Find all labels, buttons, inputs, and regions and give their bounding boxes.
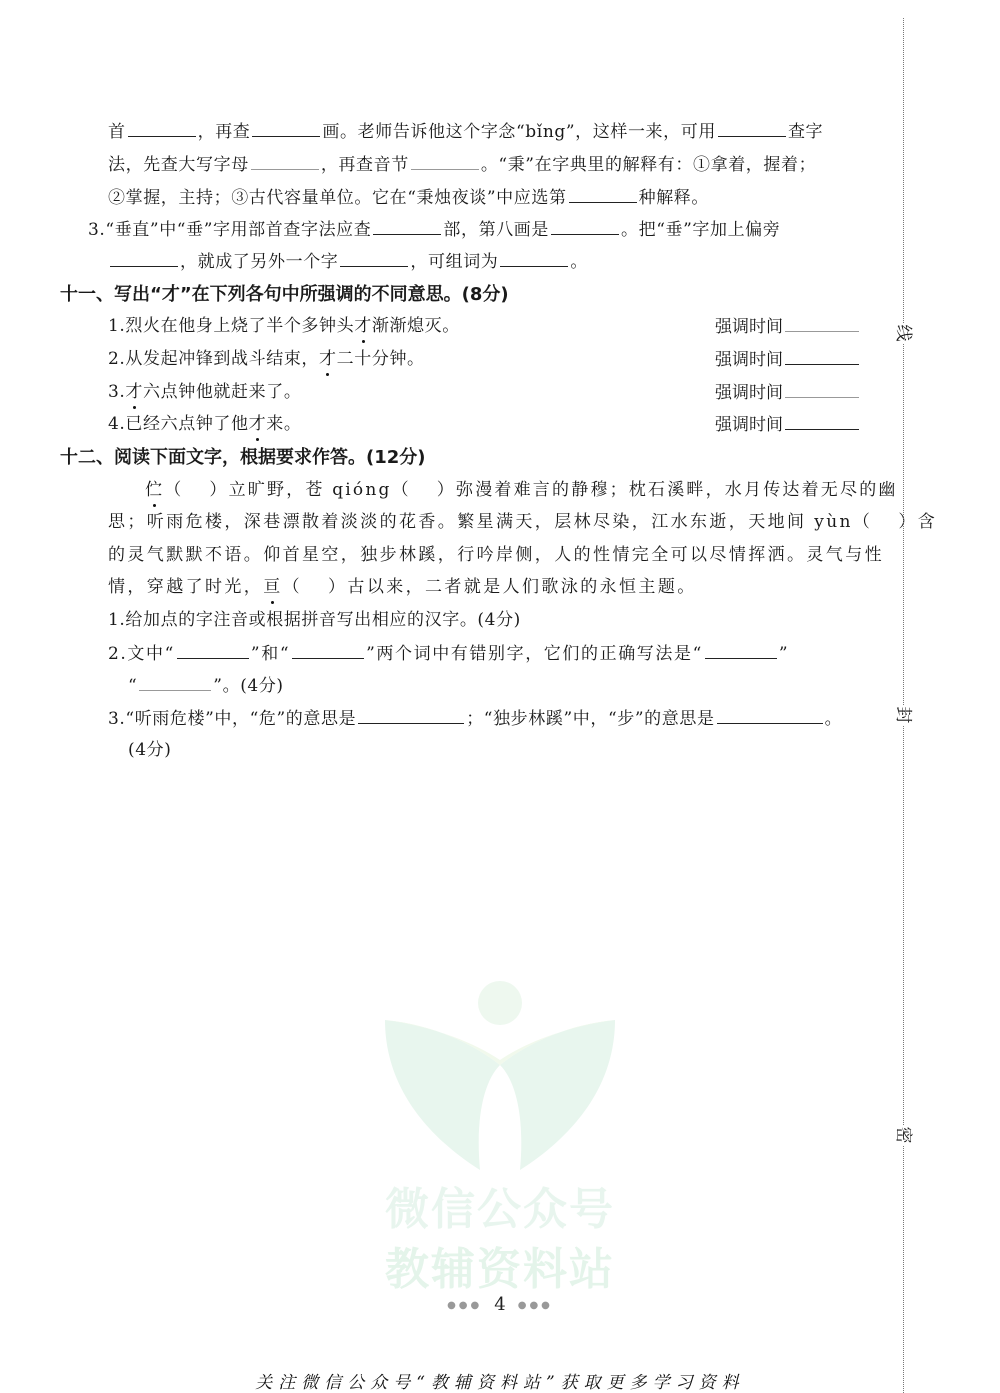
text: ；“独步林蹊”中，“步”的意思是 [466,709,715,729]
text: 1.烈火在他身上烧了半个多钟头 [108,316,355,336]
answer-blank[interactable] [373,218,441,235]
text: ，再查音节 [320,155,409,175]
text: ” [778,644,790,664]
q10-line-4 [88,218,780,241]
answer-blank[interactable] [785,348,859,365]
emphasized-char: 伫 [145,480,165,500]
text: 情，穿越了时光， [108,577,264,597]
passage-line-3 [108,544,884,566]
text: 种解释。 [638,188,709,208]
emphasized-char: 才 [248,414,267,434]
answer-label: 强调时间 [715,415,783,435]
text: 2.从发起冲锋到战斗结束， [108,349,320,369]
emphasized-char: 才 [125,382,144,402]
page-number [0,1294,1000,1315]
s11-item-1 [108,315,460,337]
s11-answer-2 [715,348,861,371]
text: 的灵气默默不语。仰首星空，独步林蹊，行吟岸侧，人的性情完全可以尽情挥洒。灵气与性 [108,545,884,565]
q10-line-2 [108,153,816,176]
answer-blank[interactable] [128,120,196,137]
s11-item-2 [108,348,425,370]
section-11-title: 十一、写出“才”在下列各句中所强调的不同意思。(8分) [60,284,509,305]
answer-blank[interactable] [785,413,859,430]
watermark [375,965,625,1295]
text: 法，先查大写字母 [108,155,249,175]
text: 查字 [787,122,824,142]
text: ）弥漫着难言的静穆；枕石溪畔，水月传达着无尽的幽 [436,480,898,500]
passage-line-4 [108,576,697,598]
s12-question-2 [108,642,789,665]
s11-answer-1 [715,315,861,338]
answer-blank[interactable] [785,315,859,332]
q10-line-5 [108,250,588,273]
answer-blank[interactable] [717,707,823,724]
dots-decoration-icon: ●●● [517,1299,553,1311]
answer-label: 强调时间 [715,317,783,337]
answer-blank[interactable] [139,674,211,691]
answer-blank[interactable] [569,186,637,203]
emphasized-char: 亘 [263,577,283,597]
s11-answer-4 [715,413,861,436]
text: ”两个词中有错别字，它们的正确写法是“ [366,644,703,664]
answer-label: 强调时间 [715,383,783,403]
binding-label-xian: 线 [893,324,913,342]
s12-question-1: 1.给加点的字注音或根据拼音写出相应的汉字。(4分) [108,610,521,630]
emphasized-char: 才 [319,349,337,369]
text: ”和“ [250,644,291,664]
text: 思；听雨危楼，深巷漂散着淡淡的花香。繁星满天，层林尽染，江水东逝，天地间 yùn（ [108,512,873,532]
s12-question-3 [108,707,842,730]
s11-answer-3 [715,381,861,404]
text: ）含 [898,512,938,532]
answer-blank[interactable] [252,120,320,137]
watermark-text-2: 教辅资料站 [385,1244,615,1295]
text: 二十分钟。 [336,349,425,369]
text: 部，第八画是 [443,220,549,240]
answer-blank[interactable] [718,120,786,137]
answer-blank[interactable] [177,642,249,659]
text: ）立旷野，苍 qióng（ [209,480,411,500]
text: “ [128,676,138,696]
s11-item-3 [108,381,301,403]
text: 。把“垂”字加上偏旁 [621,220,781,240]
answer-blank[interactable] [110,250,178,267]
dots-decoration-icon: ●●● [447,1299,483,1311]
text: 3.“听雨危楼”中，“危”的意思是 [108,709,357,729]
answer-blank[interactable] [340,250,408,267]
text: 3. [108,382,126,402]
text: 六点钟他就赶来了。 [143,382,302,402]
answer-blank[interactable] [785,381,859,398]
s11-item-4 [108,413,301,435]
binding-label-feng: 封 [893,706,913,724]
text: ）古以来，二者就是人们歌泳的永恒主题。 [328,577,697,597]
text: ，再查 [197,122,251,142]
answer-blank[interactable] [411,153,479,170]
q10-line-1 [108,120,823,143]
page-number-value: 4 [494,1294,506,1315]
passage-line-2 [108,511,937,533]
text: ”。(4分) [213,676,284,696]
answer-label: 强调时间 [715,350,783,370]
binding-label-mi: 密 [893,1126,913,1144]
text: 4.已经六点钟了他 [108,414,249,434]
text: 渐渐熄灭。 [371,316,460,336]
answer-blank[interactable] [292,642,364,659]
text: 。 [570,252,589,272]
q10-line-3 [108,186,709,209]
text: ，就成了另外一个字 [180,252,339,272]
answer-blank[interactable] [551,218,619,235]
emphasized-char: 才 [354,316,372,336]
answer-blank[interactable] [358,707,464,724]
text: 画。老师告诉他这个字念“bǐng”，这样一来，可用 [322,122,716,142]
s12-question-2-cont [128,674,284,697]
text: ，可组词为 [410,252,499,272]
text: ②掌握，主持；③古代容量单位。它在“秉烛夜谈”中应选第 [108,188,567,208]
text: 来。 [266,414,302,434]
answer-blank[interactable] [705,642,777,659]
watermark-logo-icon [375,965,625,1175]
watermark-text-1: 微信公众号 [385,1184,615,1235]
passage-line-1 [145,479,898,501]
answer-blank[interactable] [251,153,319,170]
text: （ [164,480,184,500]
text: 。“秉”在字典里的解释有：①拿着，握着； [480,155,817,175]
footer-note: 关注微信公众号“教辅资料站”获取更多学习资料 [255,1373,745,1393]
text: 2.文中“ [108,644,175,664]
text: 首 [108,122,126,142]
text: （ [282,577,303,597]
section-12-title: 十二、阅读下面文字，根据要求作答。(12分) [60,447,426,468]
text: 。 [824,709,843,729]
text: 3.“垂直”中“垂”字用部首查字法应查 [88,220,372,240]
answer-blank[interactable] [500,250,568,267]
s12-question-3-cont: (4分) [128,740,172,760]
